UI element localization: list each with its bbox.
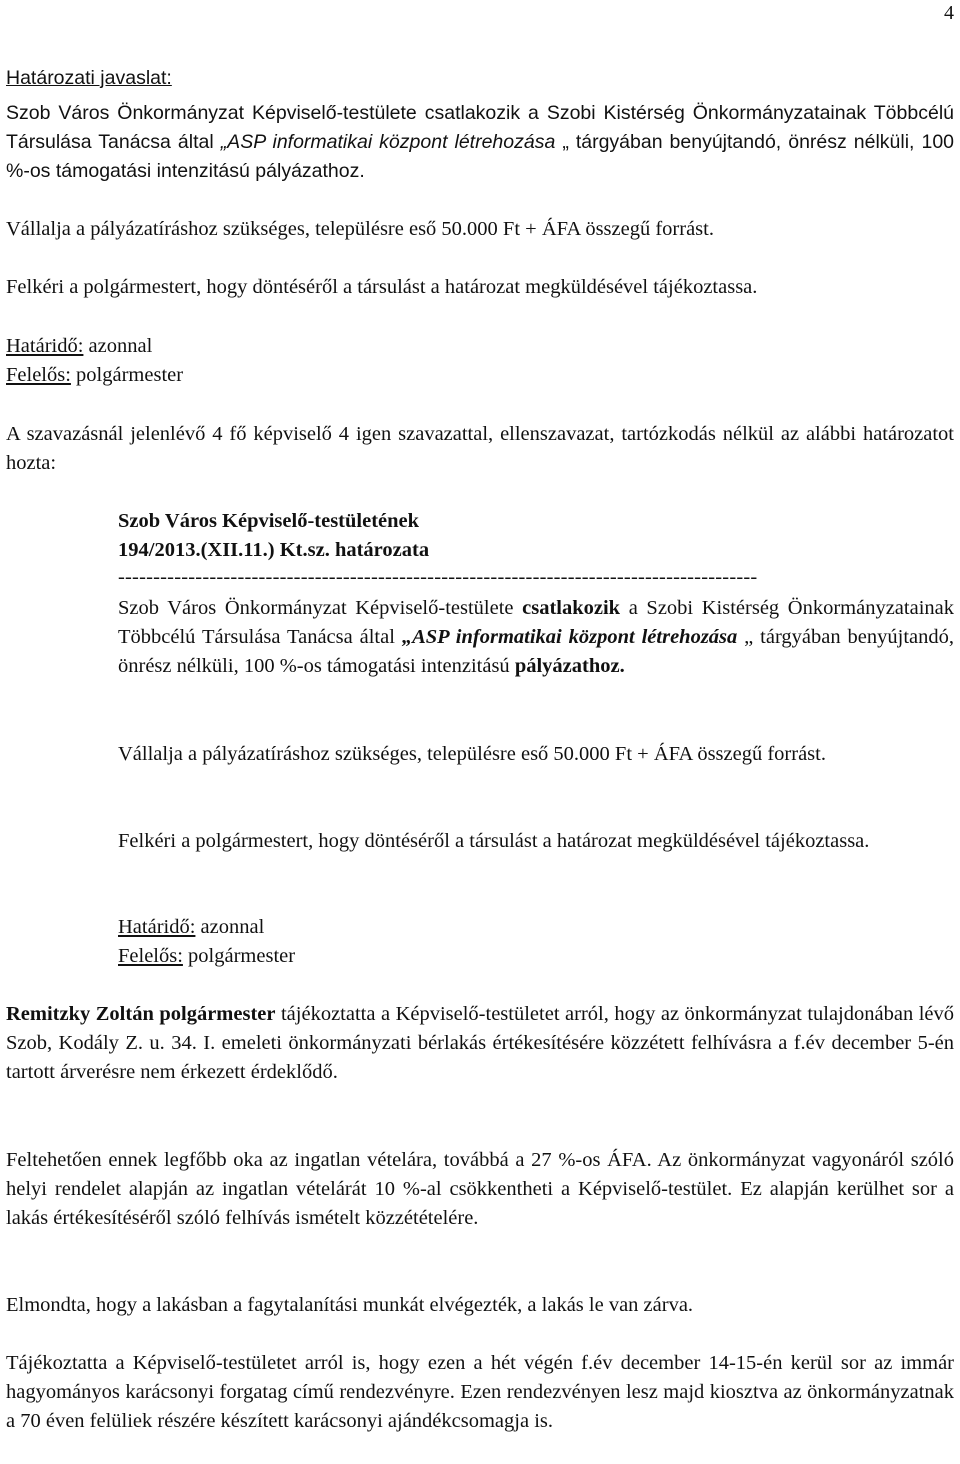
proposal-responsible [6, 361, 954, 390]
resolution-undertakes: Vállalja a pályázatíráshoz szükséges, településre eső 50.000 Ft + ÁFA összegű forrást. [118, 743, 826, 765]
resolution-decision [118, 594, 954, 681]
proposal-body-text-1: Szob Város Önkormányzat Képviselő-testülete csatlakozik a Szobi Kistérség Önkormányzatainak Többcélú Társulása Tanácsa által [6, 102, 954, 153]
proposal-body [6, 99, 954, 186]
remitzky-paragraph [6, 1000, 954, 1087]
resolution-responsible [118, 942, 954, 971]
reason-paragraph: Feltehetően ennek legfőbb oka az ingatlan vételára, továbbá a 27 %-os ÁFA. Az önkormányzat vagyonáról szóló helyi rendelet alapján az ingatlan vételárát 10 %-al csökkentheti a Képviselő-testület. Ez alapján kerülhet sor a lakás értékesítéséről szóló felhívás ismételt közzétételére. [6, 1149, 954, 1229]
proposal-body-text-2: „ tárgyában benyújtandó, önrész nélküli, 100 %-os támogatási intenzitású pályázathoz. [6, 131, 955, 182]
responsible-value: polgármester [70, 364, 184, 386]
resolution-deadline-value: azonnal [195, 916, 265, 938]
remitzky-text: tájékoztatta a Képviselő-testületet arról, hogy az önkormányzat tulajdonában lévő Szob, Kodály Z. u. 34. I. emeleti önkormányzati bérlakás értékesítésére közzétett felhívásra a f.év december 5-én tartott árverésre nem érkezett érdeklődő. [6, 1003, 954, 1083]
resolution-bold-italic: „ASP informatikai központ létrehozása [401, 626, 738, 648]
deadline-value: azonnal [83, 335, 153, 357]
proposal-body-italic: „ASP informatikai központ létrehozása [220, 131, 556, 153]
page-number: 4 [944, 2, 954, 24]
christmas-paragraph: Tájékoztatta a Képviselő-testületet arról is, hogy ezen a hét végén f.év december 14-15-én kerül sor az immár hagyományos karácsonyi forgatag című rendezvényre. Ezen rendezvényen lesz majd kiosztva az önkormányzatnak a 70 éven felüliek részére készített karácsonyi ajándékcsomagja is. [6, 1352, 954, 1432]
resolution-responsible-value: polgármester [182, 945, 296, 967]
proposal-undertakes: Vállalja a pályázatíráshoz szükséges, településre eső 50.000 Ft + ÁFA összegű forrást. [6, 218, 714, 240]
proposal-heading [6, 64, 954, 93]
remitzky-name: Remitzky Zoltán polgármester [6, 1003, 276, 1025]
resolution-title-line2: 194/2013.(XII.11.) Kt.sz. határozata [118, 539, 430, 561]
vote-text: A szavazásnál jelenlévő 4 fő képviselő 4 igen szavazattal, ellenszavazat, tartózkodás nélkül az alábbi határozatot hozta: [6, 423, 954, 474]
resolution-deadline [118, 913, 954, 942]
frost-paragraph: Elmondta, hogy a lakásban a fagytalanítási munkát elvégezték, a lakás le van zárva. [6, 1294, 694, 1316]
resolution-text-2: a Szobi Kistérség Önkormányzatainak Többcélú Társulása Tanácsa által [118, 597, 954, 648]
responsible-label: Felelős: [6, 364, 71, 386]
resolution-bold-1: csatlakozik [522, 597, 621, 619]
resolution-deadline-label: Határidő: [118, 916, 196, 938]
resolution-separator: ------------------------------------------------------------------------------------------- [118, 566, 758, 588]
resolution-text-1: Szob Város Önkormányzat Képviselő-testülete [118, 597, 523, 619]
proposal-deadline [6, 332, 954, 361]
proposal-request: Felkéri a polgármestert, hogy döntéséről a társulást a határozat megküldésével tájékoztassa. [6, 276, 758, 298]
resolution-text-3: „ tárgyában benyújtandó, önrész nélküli, 100 %-os támogatási intenzitású [118, 626, 954, 677]
resolution-request: Felkéri a polgármestert, hogy döntéséről a társulást a határozat megküldésével tájékoztassa. [118, 830, 870, 852]
deadline-label: Határidő: [6, 335, 84, 357]
resolution-responsible-label: Felelős: [118, 945, 183, 967]
proposal-heading-text: Határozati javaslat: [6, 67, 172, 89]
resolution-bold-2: pályázathoz. [514, 655, 625, 677]
resolution-title-line1: Szob Város Képviselő-testületének [118, 510, 420, 532]
